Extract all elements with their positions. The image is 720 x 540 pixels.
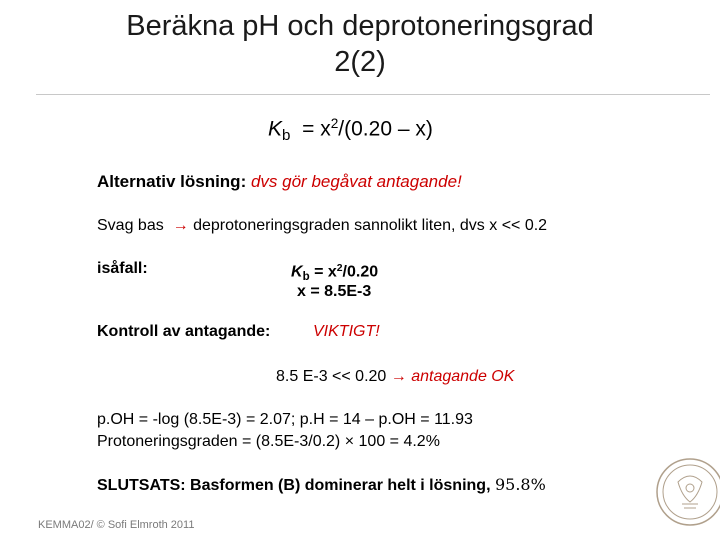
kb-sup: 2 <box>336 263 343 274</box>
kb-eq: = x <box>314 263 337 281</box>
main-eq-k: K <box>268 117 283 141</box>
kb-k: K <box>291 263 303 281</box>
conclusion-value: 95.8% <box>494 475 546 494</box>
university-seal-icon <box>652 452 720 532</box>
weak-base-rest: deprotoneringsgraden sannolikt liten, dvs x << 0.2 <box>193 217 548 234</box>
arrow-icon: → <box>172 217 189 234</box>
weak-base-lead: Svag bas <box>97 217 164 234</box>
title-line-2: 2(2) <box>334 46 386 78</box>
check-label: Kontroll av antagande: <box>97 323 271 340</box>
main-eq-rest: /(0.20 – x) <box>338 117 433 141</box>
kb-rest: /0.20 <box>342 263 379 281</box>
protonation-lead: Protoneringsgraden = (8.5E-3/0.2) <box>97 433 341 450</box>
protonation-line <box>97 432 440 452</box>
in-that-case-label: isåfall: <box>97 260 148 277</box>
check-line <box>97 322 270 342</box>
check-result-line <box>276 367 514 387</box>
weak-base-line <box>97 216 547 236</box>
alternative-label: Alternativ lösning: <box>97 172 247 191</box>
check-result-lead: 8.5 E-3 << 0.20 <box>276 368 387 385</box>
alternative-highlight: dvs gör begåvat antagande! <box>250 172 462 191</box>
alternative-line <box>97 172 462 192</box>
protonation-rest: 100 = 4.2% <box>358 433 440 450</box>
title-line-1: Beräkna pH och deprotoneringsgrad <box>126 10 594 42</box>
arrow-icon: → <box>390 368 407 385</box>
conclusion-text: SLUTSATS: Basformen (B) dominerar helt i lösning, <box>97 477 491 494</box>
footer-credit: KEMMA02/ © Sofi Elmroth 2011 <box>38 519 195 531</box>
times-icon: × <box>344 433 355 450</box>
check-result-highlight: antagande OK <box>411 368 515 385</box>
x-result: x = 8.5E-3 <box>297 283 372 300</box>
main-eq-eq: = x <box>302 117 331 141</box>
check-highlight: VIKTIGT! <box>313 323 380 340</box>
kb-sub: b <box>302 271 310 284</box>
slide-title <box>0 8 720 80</box>
main-eq-sub: b <box>282 127 291 145</box>
main-equation <box>268 116 433 144</box>
main-eq-sup: 2 <box>330 116 339 131</box>
poh-line: p.OH = -log (8.5E-3) = 2.07; p.H = 14 – p.OH = 11.93 <box>97 411 473 428</box>
conclusion-line <box>97 475 546 496</box>
title-divider <box>36 94 710 95</box>
